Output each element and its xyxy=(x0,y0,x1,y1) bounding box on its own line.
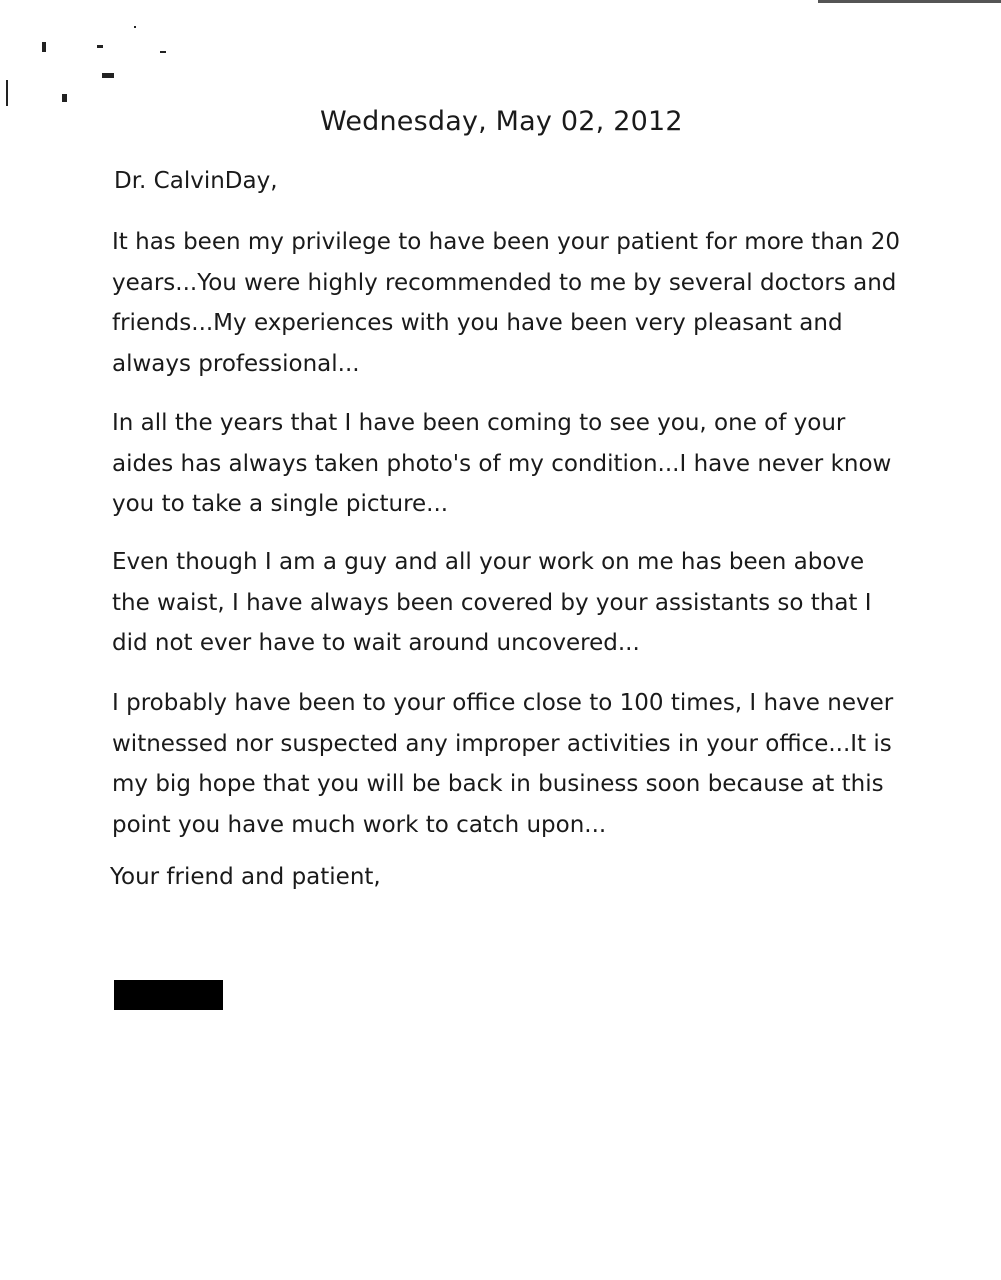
scan-artifact-speck xyxy=(134,26,136,28)
letter-salutation: Dr. CalvinDay, xyxy=(114,168,278,194)
scan-artifact-speck xyxy=(102,73,114,78)
redacted-signature xyxy=(114,980,223,1010)
scan-artifact-speck xyxy=(97,45,103,48)
letter-paragraph-2: In all the years that I have been coming to see you, one of your aides has always taken photo's of my condition...I have never know you to take a single picture... xyxy=(112,410,892,517)
letter-date: Wednesday, May 02, 2012 xyxy=(320,106,683,137)
scan-artifact-speck xyxy=(42,42,46,52)
letter-paragraph-4: I probably have been to your office close to 100 times, I have never witnessed nor suspected any improper activities in your office...It is my big hope that you will be back in business soon because at this point you have much work to catch upon... xyxy=(112,690,894,838)
letter-paragraph-1: It has been my privilege to have been your patient for more than 20 years...You were highly recommended to me by several doctors and friends...My experiences with you have been very pleasant and always professional... xyxy=(112,229,901,377)
scan-artifact-left-line xyxy=(6,80,8,106)
scan-artifact-speck xyxy=(160,51,166,53)
letter-paragraph-3: Even though I am a guy and all your work on me has been above the waist, I have always been covered by your assistants so that I did not ever have to wait around uncovered... xyxy=(112,549,872,656)
letter-closing: Your friend and patient, xyxy=(110,864,381,890)
scan-artifact-speck xyxy=(62,94,67,102)
scan-artifact-top-line xyxy=(818,0,1001,3)
